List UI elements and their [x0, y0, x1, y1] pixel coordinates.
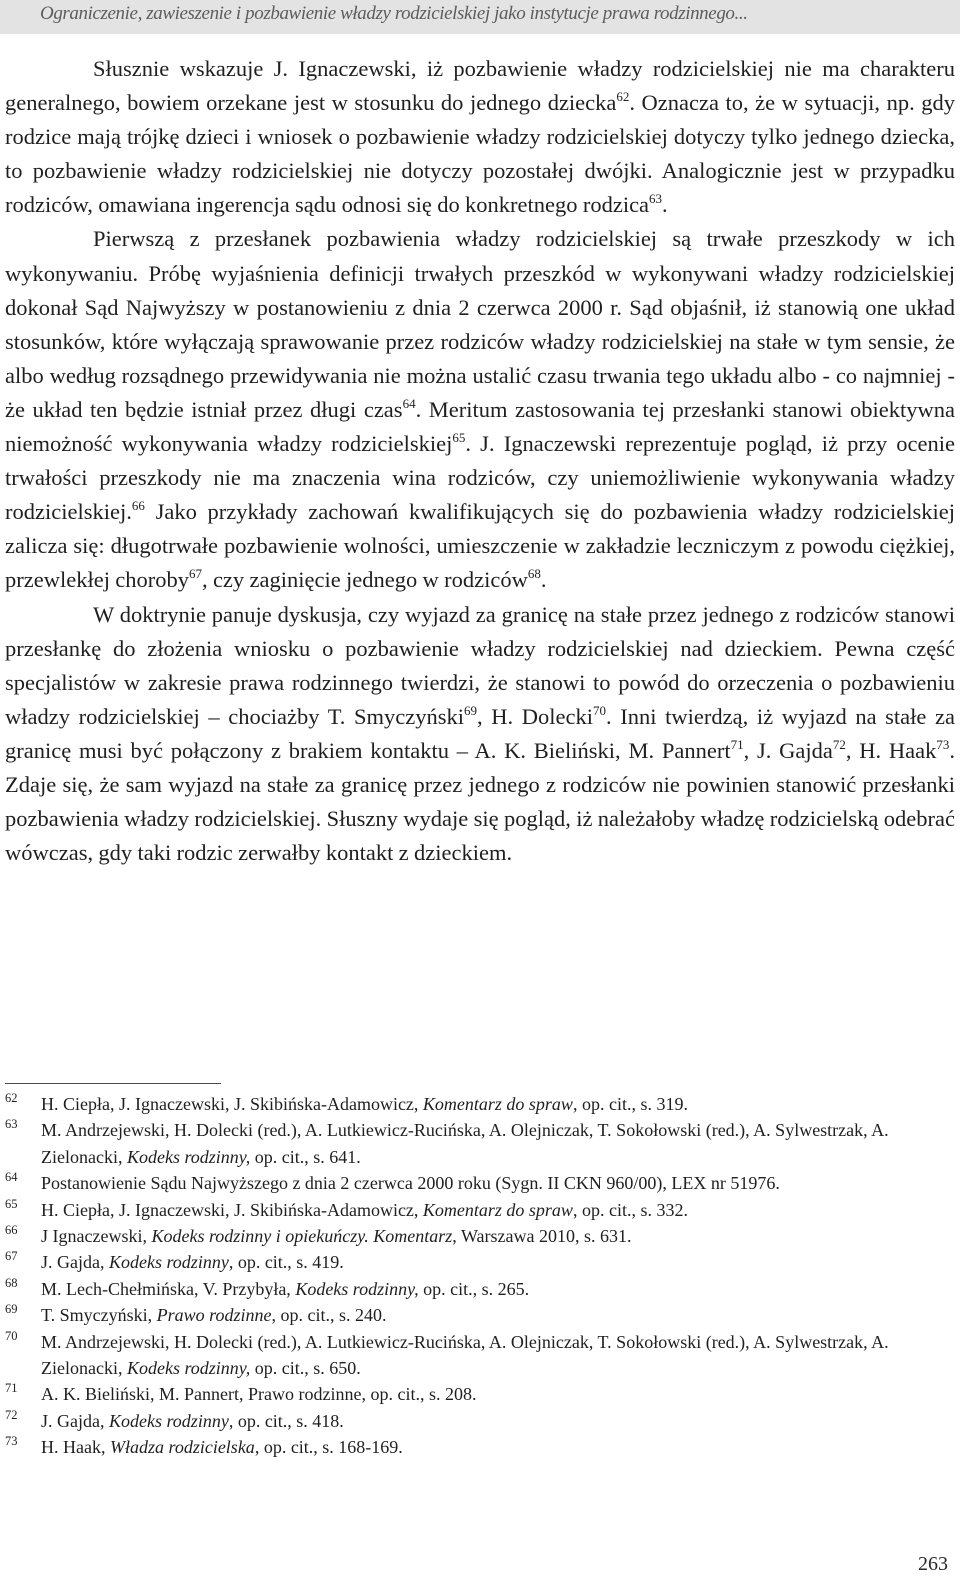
footnote-title: Kodeks rodzinny i opiekuńczy. Komentarz: [151, 1226, 453, 1247]
footnote-text: [41, 1411, 344, 1431]
footnote-ref-63[interactable]: 63: [649, 191, 663, 207]
footnote-ref-69[interactable]: 69: [464, 702, 478, 718]
text-run: . Zdaje się, że sam wyjazd na stałe za granicę przez jednego z rodziców nie powinien stanowić przesłanki pozbawienia władzy rodzicielskiej. Słuszny wydaje się pogląd, iż należałoby władzę rodzicielską odebrać wówczas, gdy taki rodzic zerwałby kontakt z dzieckiem.: [5, 737, 955, 866]
footnote-69: [5, 1302, 955, 1328]
footnote-text: [41, 1437, 403, 1457]
footnote-text-run: H. Ciepła, J. Ignaczewski, J. Skibińska-Adamowicz,: [41, 1199, 423, 1220]
footnote-text-run: H. Haak,: [41, 1437, 110, 1458]
footnote-ref-71[interactable]: 71: [730, 736, 744, 752]
footnote-number: 62: [5, 1091, 18, 1105]
footnote-ref-72[interactable]: 72: [832, 736, 846, 752]
footnote-text: [41, 1200, 688, 1220]
page-number: 263: [918, 1553, 948, 1575]
footnote-text-run: , op. cit., s. 319.: [572, 1094, 688, 1114]
footnote-text-run: , op. cit., s. 419.: [228, 1252, 344, 1273]
footnote-66: [5, 1223, 955, 1249]
footnotes: [5, 1091, 955, 1461]
footnote-64: [5, 1170, 955, 1196]
footnote-text-run: J. Gajda,: [41, 1252, 109, 1273]
footnote-62: [5, 1091, 955, 1117]
text-run: . Oznacza to, że w sytuacji, np. gdy rodzice mają trójkę dzieci i wniosek o pozbawienie władzy rodzicielskiej dotyczy tylko jednego dziecka, to pozbawienie władzy rodzicielskiej nie dotyczy pozostałej dwójki. Analogicznie jest w przypadku rodziców, omawiana ingerencja sądu odnosi się do konkretnego rodzica: [5, 90, 955, 218]
footnote-title: Kodeks rodzinny: [108, 1252, 229, 1273]
text-run: Jako przykłady zachowań kwalifikujących się do pozbawienia władzy rodzicielskiej zalicza się: długotrwałe pozbawienie wolności, umieszczenie w zakładzie leczniczym z powodu ciężkiej, przewlekłej choroby: [5, 499, 955, 593]
running-header: [0, 0, 960, 34]
text-run: , czy zaginięcie jednego w rodziców: [202, 567, 528, 593]
footnote-number: 66: [5, 1223, 18, 1238]
footnote-number: 67: [5, 1249, 18, 1264]
footnote-text-run: , op. cit., s. 168-169.: [254, 1437, 403, 1458]
footnote-separator: [5, 1083, 221, 1084]
footnote-72: [5, 1408, 955, 1434]
text-run: Słusznie wskazuje J. Ignaczewski, iż pozbawienie władzy rodzicielskiej nie ma charakteru generalnego, bowiem orzekane jest w stosunku do jednego dziecka: [5, 56, 955, 116]
footnote-text-run: M. Lech-Chełmińska, V. Przybyła,: [41, 1278, 296, 1299]
text-run: .: [662, 192, 668, 218]
footnote-text: [41, 1173, 780, 1193]
footnote-text: [41, 1120, 889, 1166]
footnote-number: 71: [5, 1381, 18, 1396]
footnote-number: 63: [5, 1117, 18, 1132]
footnote-70: [5, 1329, 955, 1382]
text-run: Pierwszą z przesłanek pozbawienia władzy rodzicielskiej są trwałe przeszkody w ich wykonywaniu. Próbę wyjaśnienia definicji trwałych przeszkód w wykonywani władzy rodzicielskiej dokonał Sąd Najwyższy w postanowieniu z dnia 2 czerwca 2000 r. Sąd objaśnił, iż stanowią one układ stosunków, które wyłączają sprawowanie przez rodziców władzy rodzicielskiej na stałe w tym sensie, że albo według rozsądnego przewidywania nie można ustalić czasu trwania tego układu albo - co najmniej - że układ ten będzie istniał przez długi czas: [5, 226, 955, 422]
footnote-67: [5, 1249, 955, 1275]
footnote-text: [41, 1332, 889, 1378]
text-run: . Inni twierdzą, iż wyjazd na stałe za granicę musi być połączony z brakiem kontaktu – A. K. Bieliński, M. Pannert: [5, 703, 956, 763]
paragraph-2: [5, 222, 955, 597]
footnote-ref-64[interactable]: 64: [402, 395, 416, 411]
running-title: Ograniczenie, zawieszenie i pozbawienie władzy rodzicielskiej jako instytucje prawa rodzinnego...: [40, 3, 748, 24]
footnote-text: [41, 1226, 631, 1246]
paragraph-3: [5, 598, 955, 871]
footnote-ref-67[interactable]: 67: [189, 566, 202, 582]
text-run: , H. Dolecki: [477, 703, 594, 729]
footnote-text: [41, 1305, 387, 1325]
footnote-text: [41, 1094, 688, 1114]
footnote-ref-62[interactable]: 62: [616, 89, 630, 105]
text-run: .: [540, 567, 547, 593]
footnote-ref-65[interactable]: 65: [452, 430, 466, 446]
footnote-text: [41, 1252, 344, 1272]
footnote-ref-68[interactable]: 68: [527, 566, 541, 582]
footnote-title: Władza rodzicielska: [109, 1437, 255, 1458]
footnote-ref-70[interactable]: 70: [593, 702, 607, 718]
footnote-71: [5, 1381, 955, 1407]
footnote-title: Kodeks rodzinny: [108, 1410, 229, 1431]
text-run: . Meritum zastosowania tej przesłanki stanowi obiektywna niemożność wykonywania władzy rodzicielskiej: [5, 396, 955, 457]
footnote-title: Kodeks rodzinny,: [126, 1146, 251, 1167]
footnote-text-run: H. Ciepła, J. Ignaczewski, J. Skibińska-Adamowicz,: [41, 1094, 423, 1114]
footnote-text-run: J Ignaczewski,: [41, 1226, 152, 1247]
footnote-text-run: , op. cit., s. 240.: [271, 1305, 387, 1326]
main-text: [5, 52, 955, 870]
footnote-number: 72: [5, 1407, 18, 1422]
footnote-text-run: J. Gajda,: [41, 1410, 109, 1431]
text-run: W doktrynie panuje dyskusja, czy wyjazd za granicę na stałe przez jednego z rodziców stanowi przesłankę do złożenia wniosku o pozbawienie władzy rodzicielskiej nad dzieckiem. Pewna część specjalistów w zakresie prawa rodzinnego twierdzi, że stanowi to powód do orzeczenia o pozbawieniu władzy rodzicielskiej – chociażby T. Smyczyński: [5, 601, 955, 729]
footnote-number: 68: [5, 1275, 18, 1290]
footnote-text: [41, 1279, 529, 1299]
footnote-text-run: Postanowienie Sądu Najwyższego z dnia 2 czerwca 2000 roku (Sygn. II CKN 960/00), LEX nr 51976.: [41, 1173, 780, 1194]
footnote-text-run: , Warszawa 2010, s. 631.: [452, 1226, 632, 1247]
text-run: , H. Haak: [845, 737, 937, 763]
text-run: , J. Gajda: [743, 737, 833, 763]
footnote-title: Kodeks rodzinny,: [295, 1278, 419, 1299]
footnote-number: 64: [5, 1170, 18, 1185]
footnote-text-run: A. K. Bieliński, M. Pannert, Prawo rodzinne, op. cit., s. 208.: [41, 1384, 477, 1405]
footnote-73: [5, 1434, 955, 1460]
footnote-title: Komentarz do spraw: [422, 1094, 573, 1114]
footnote-63: [5, 1117, 955, 1170]
footnote-ref-73[interactable]: 73: [936, 736, 950, 752]
footnote-65: [5, 1197, 955, 1223]
footnote-number: 69: [5, 1302, 18, 1317]
footnote-text-run: , op. cit., s. 418.: [228, 1410, 344, 1431]
footnote-text-run: op. cit., s. 650.: [250, 1358, 361, 1379]
footnote-text-run: M. Andrzejewski, H. Dolecki (red.), A. Lutkiewicz-Rucińska, A. Olejniczak, T. Sokołowski (red.), A. Sylwestrzak, A. Zielonacki,: [41, 1120, 889, 1167]
footnote-ref-66[interactable]: 66: [131, 498, 145, 514]
footnote-68: [5, 1276, 955, 1302]
footnote-text-run: op. cit., s. 641.: [250, 1146, 361, 1167]
footnote-text-run: M. Andrzejewski, H. Dolecki (red.), A. Lutkiewicz-Rucińska, A. Olejniczak, T. Sokołowski (red.), A. Sylwestrzak, A. Zielonacki,: [41, 1331, 889, 1379]
footnote-text-run: T. Smyczyński,: [41, 1305, 157, 1326]
footnote-text-run: op. cit., s. 265.: [418, 1278, 530, 1299]
footnote-number: 73: [5, 1434, 18, 1449]
footnote-title: Komentarz do spraw: [422, 1199, 573, 1220]
paragraph-1: [5, 52, 955, 222]
footnote-title: Prawo rodzinne: [156, 1305, 272, 1326]
footnote-text-run: , op. cit., s. 332.: [572, 1199, 688, 1220]
footnote-number: 65: [5, 1196, 18, 1211]
text-run: . J. Ignaczewski reprezentuje pogląd, iż przy ocenie trwałości przeszkody nie ma znaczenia wina rodziców, czy uniemożliwienie wykonywania władzy rodzicielskiej.: [5, 431, 955, 525]
footnote-number: 70: [5, 1328, 18, 1343]
footnote-title: Kodeks rodzinny,: [126, 1358, 251, 1379]
footnote-text: [41, 1384, 476, 1404]
